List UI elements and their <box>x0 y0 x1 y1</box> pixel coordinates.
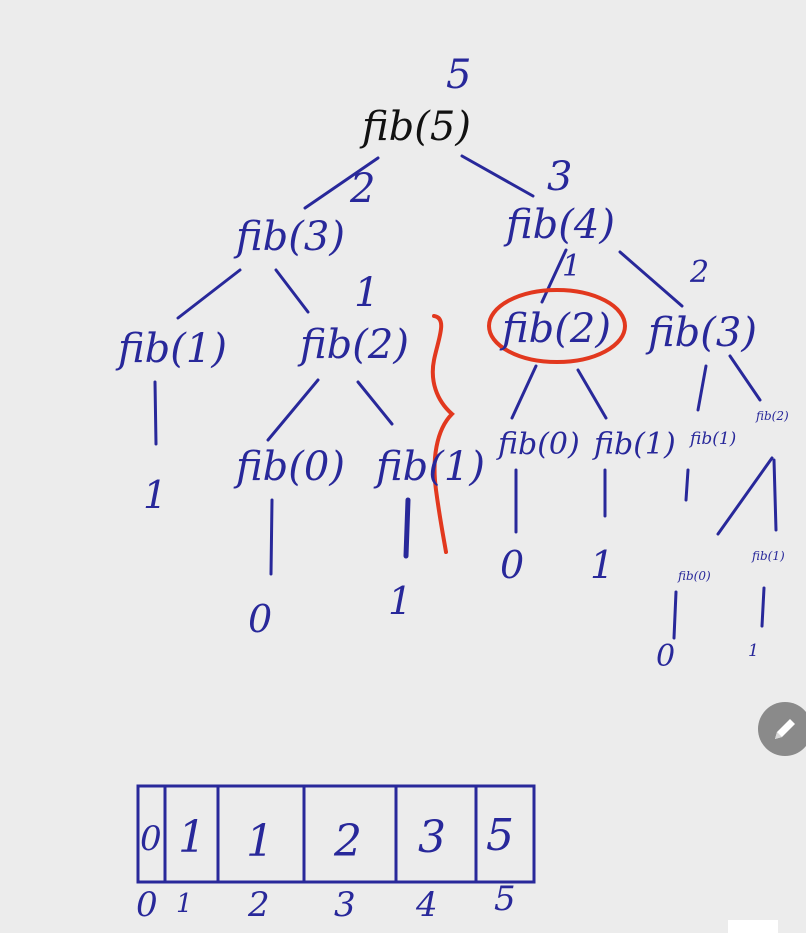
r-fib3-memo-value: 2 <box>690 255 710 290</box>
memo-index-3: 3 <box>334 885 356 925</box>
r-fib0-node: fib(0) <box>498 427 580 462</box>
edge-rfib3-fib1 <box>698 366 706 410</box>
l-fib0-result: 0 <box>248 597 273 641</box>
memo-index-1: 1 <box>176 889 193 919</box>
r-fib1-node: fib(1) <box>594 427 676 462</box>
rrr-fib1-result: 1 <box>748 641 759 661</box>
r-fib3-node: fib(3) <box>648 310 757 356</box>
edge-rrfib2-left <box>718 458 772 534</box>
l-fib1b-result: 1 <box>388 579 413 623</box>
edge-fib4-fib3 <box>620 252 682 306</box>
l-fib2-memo-value: 1 <box>354 270 380 316</box>
l-fib1-result: 1 <box>143 473 168 517</box>
memo-cell-5: 5 <box>486 810 514 861</box>
edge-rrfib2-right <box>774 460 776 530</box>
edge-fib1-leaf <box>155 382 156 444</box>
memo-cell-3: 2 <box>334 816 362 867</box>
memo-cell-0: 0 <box>140 819 162 859</box>
root-node: fib(5) <box>362 104 471 150</box>
l-fib1b-node: fib(1) <box>376 444 485 490</box>
r-fib0-result: 0 <box>500 543 525 587</box>
edge-fib2-fib0 <box>268 380 318 440</box>
l-fib1-node: fib(1) <box>118 326 227 372</box>
l-fib0-node: fib(0) <box>236 444 345 490</box>
memo-index-0: 0 <box>136 885 158 925</box>
edge-fib2-fib1 <box>358 382 392 424</box>
pencil-icon <box>771 715 799 743</box>
rrr-fib0-result: 0 <box>656 639 676 674</box>
edge-rfib2-fib0 <box>512 366 536 418</box>
memo-cell-4: 3 <box>418 812 446 863</box>
r-fib2-node: fib(2) <box>502 306 611 352</box>
l-fib2-node: fib(2) <box>300 322 409 368</box>
corner-patch <box>728 920 778 933</box>
memo-cell-1: 1 <box>178 812 206 863</box>
edge-fib3-fib1 <box>178 270 240 318</box>
memo-index-2: 2 <box>248 885 270 925</box>
edge-root-right <box>462 156 533 196</box>
memo-index-5: 5 <box>494 879 516 919</box>
right-memo-value: 3 <box>547 154 573 200</box>
r-fib1-result: 1 <box>590 543 615 587</box>
memo-cell-2: 1 <box>246 816 274 867</box>
rr-fib1-node: fib(1) <box>690 429 737 449</box>
rrr-fib0-node: fib(0) <box>678 569 711 583</box>
root-memo-value: 5 <box>446 52 472 98</box>
right-fib4-node: fib(4) <box>506 202 615 248</box>
r-fib2-memo-value: 1 <box>562 249 582 284</box>
edge-rfib3-fib2 <box>730 356 760 400</box>
edge-rrfib1-leaf <box>762 588 764 626</box>
left-fib3-node: fib(3) <box>236 214 345 260</box>
rrr-fib1-node: fib(1) <box>752 549 785 563</box>
edge-fib3-fib2 <box>276 270 308 312</box>
edge-fib0-leaf <box>271 500 272 574</box>
edge-rrfib0-leaf <box>674 592 676 638</box>
rr-fib2-node: fib(2) <box>756 409 789 423</box>
edge-fib1b-leaf <box>406 500 408 556</box>
edge-rrfib1-down <box>686 470 688 500</box>
memo-index-4: 4 <box>416 885 438 925</box>
edit-button[interactable] <box>758 702 806 756</box>
edge-rfib2-fib1 <box>578 370 606 418</box>
left-memo-value: 2 <box>350 166 376 212</box>
red-bracket <box>433 316 452 552</box>
